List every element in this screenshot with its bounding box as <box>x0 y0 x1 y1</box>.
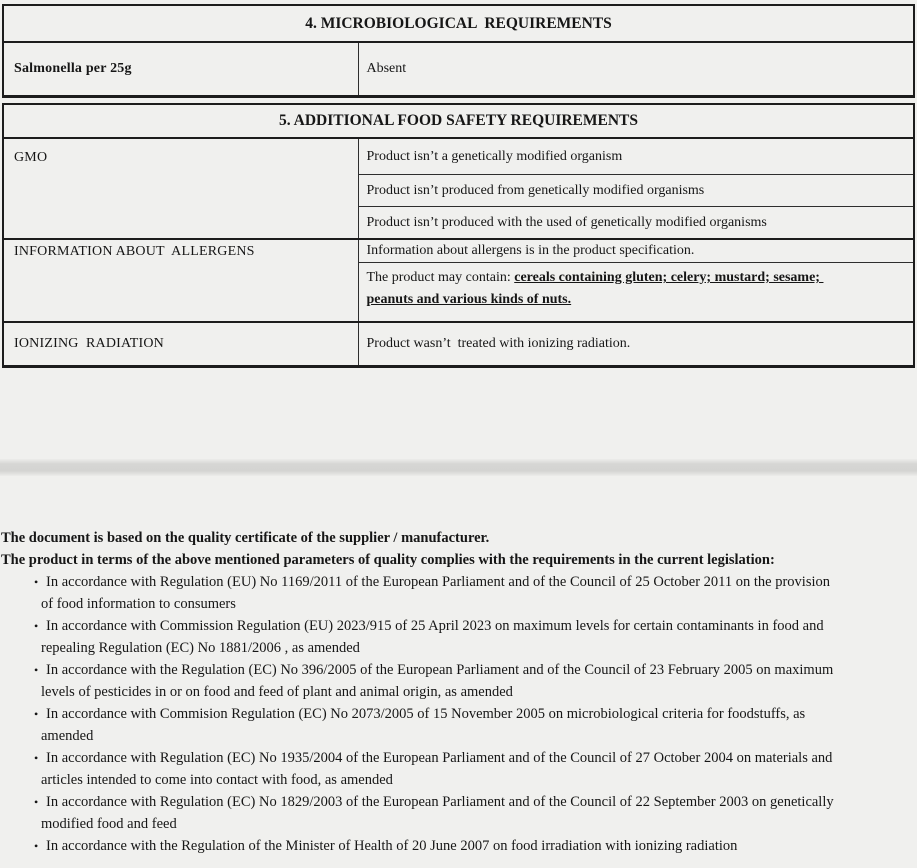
section4-title: 4. MICROBIOLOGICAL REQUIREMENTS <box>3 5 914 42</box>
allergens-statement <box>358 263 914 323</box>
regulation-item: • In accordance with Commission Regulation (EU) 2023/915 of 25 April 2023 on maximum levels for certain contaminants in food and repealing Regulation (EC) No 1881/2006 , as amended <box>1 615 906 659</box>
ionizing-radiation-label: IONIZING RADIATION <box>3 322 358 367</box>
regulation-item: • In accordance with Regulation (EC) No 1935/2004 of the European Parliament and of the Council of 27 October 2004 on materials and articles intended to come into contact with food, as amended <box>1 747 906 791</box>
regulation-item: • In accordance with the Regulation of the Minister of Health of 20 June 2007 on food irradiation with ionizing radiation <box>1 835 906 857</box>
allergens-label: INFORMATION ABOUT ALLERGENS <box>3 239 358 322</box>
gmo-statement: Product isn’t a genetically modified organism <box>358 138 914 175</box>
table-row <box>3 138 914 175</box>
microbiological-requirements-table <box>2 4 915 98</box>
table-row <box>3 42 914 97</box>
gmo-label: GMO <box>3 138 358 239</box>
section5-header-row <box>3 104 914 138</box>
section4-header-row <box>3 5 914 42</box>
regulation-list <box>1 571 906 857</box>
section5-title: 5. ADDITIONAL FOOD SAFETY REQUIREMENTS <box>3 104 914 138</box>
gmo-statement: Product isn’t produced from genetically modified organisms <box>358 175 914 207</box>
legislation-notes <box>1 527 906 857</box>
allergens-list-emphasis: cereals containing gluten; celery; mustard; sesame; peanuts and various kinds of nuts. <box>366 270 824 307</box>
allergens-statement-prefix: The product may contain: <box>366 270 515 285</box>
regulation-item: • In accordance with Commision Regulation (EC) No 2073/2005 of 15 November 2005 on microbiological criteria for foodstuffs, as amended <box>1 703 906 747</box>
regulation-item: • In accordance with the Regulation (EC) No 396/2005 of the European Parliament and of the Council of 23 February 2005 on maximum levels of pesticides in or on food and feed of plant and animal origin, as amended <box>1 659 906 703</box>
ionizing-radiation-value: Product wasn’t treated with ionizing radiation. <box>358 322 914 367</box>
regulation-item: • In accordance with Regulation (EC) No 1829/2003 of the European Parliament and of the Council of 22 September 2003 on genetically modified food and feed <box>1 791 906 835</box>
salmonella-label: Salmonella per 25g <box>3 42 358 97</box>
gmo-statement: Product isn’t produced with the used of genetically modified organisms <box>358 207 914 240</box>
allergens-note: Information about allergens is in the product specification. <box>358 239 914 263</box>
salmonella-value: Absent <box>358 42 914 97</box>
regulation-item: • In accordance with Regulation (EU) No 1169/2011 of the European Parliament and of the Council of 25 October 2011 on the provision of food information to consumers <box>1 571 906 615</box>
table-row <box>3 322 914 367</box>
table-row <box>3 239 914 263</box>
footer-intro-line2: The product in terms of the above mentioned parameters of quality complies with the requirements in the current legislation: <box>1 552 775 568</box>
food-safety-requirements-table <box>2 103 915 368</box>
page-separator-band <box>0 459 917 476</box>
footer-intro-line1: The document is based on the quality certificate of the supplier / manufacturer. <box>1 530 490 546</box>
